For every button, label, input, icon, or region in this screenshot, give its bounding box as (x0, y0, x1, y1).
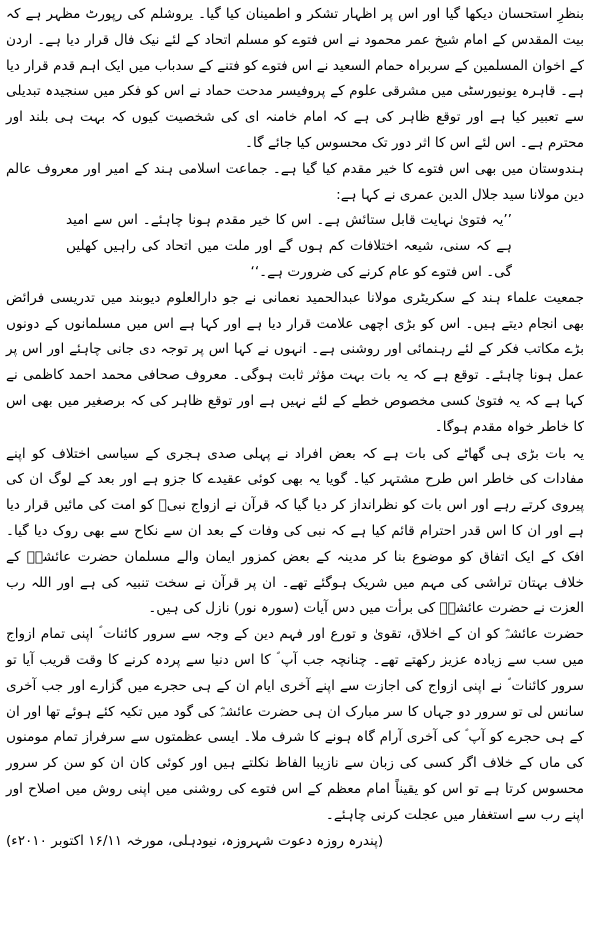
paragraph-reactions-abroad: بنظرِ استحسان دیکھا گیا اور اس پر اظہار تشکر و اطمینان کیا گیا۔ یروشلم کی رپورٹ مظہر ہے کہ بیت المقدس کے امام شیخ عمر محمود نے اس فتوے کو مسلم اتحاد کے لئے نیک فال قرار دیا ہے۔ اردن کے اخوان المسلمین کے سربراہ حمام السعید نے اس فتوے کو فتنے کے سدباب میں ایک اہم قدم قرار دیا ہے۔ قاہرہ یونیورسٹی میں مشرقی علوم کے پروفیسر مدحت حماد نے اس کو فکر میں سنجیدہ تبدیلی سے تعبیر کیا ہے اور توقع ظاہر کی ہے کہ امام خامنہ ای کی شخصیت کیوں کہ بہت ہی بلند اور محترم ہے۔ اس لئے اس کا اثر دور تک محسوس کیا جائے گا۔ (6, 6, 584, 151)
paragraph-jamiat-ulama: جمعیت علماء ہند کے سکریٹری مولانا عبدالحمید نعمانی نے جو دارالعلوم دیوبند میں تدریسی فرائض بھی انجام دیتے ہیں۔ اس کو بڑی اچھی علامت قرار دیا ہے اور کہا ہے اس میں مسلمانوں کے دونوں بڑے مکاتب فکر کے لئے رہنمائی اور روشنی ہے۔ انہوں نے کہا اس پر توجہ دی جانی چاہئے اور اس پر عمل ہونا چاہئے۔ توقع ہے کہ یہ بات بہت مؤثر ثابت ہوگی۔ معروف صحافی محمد احمد کاظمی نے کہا ہے کہ یہ فتویٰ کسی مخصوص خطے کے لئے نہیں ہے اور توقع ظاہر کی کہ برصغیر میں بھی اس کا خاطر خواہ مقدم ہوگا۔ (6, 289, 584, 435)
source-citation: (پندرہ روزہ دعوت شہروزہ، نیودہلی، مورخہ ۱۶/۱۱ اکتوبر ۲۰۱۰ء) (6, 832, 384, 849)
paragraph-historical-context: یہ بات بڑی ہی گھاٹے کی بات ہے کہ بعض افراد نے پہلی صدی ہجری کے سیاسی اختلاف کو اپنے مفادات کی خاطر اس طرح مشتہر کیا۔ گویا یہ بھی کوئی عقیدے کا جزو ہے اور بعد کے لوگ ان کی پیروی کرتے رہے اور اس بات کو نظرانداز کر دیا گیا کہ قرآن نے ازواج نبیؐ کو امت کی مائیں قرار دیا ہے اور ان کا اس قدر احترام قائم کیا ہے کہ نبی کی وفات کے بعد ان سے نکاح سے بھی روک دیا گیا۔ افک کے ایک اتفاق کو موضوع بنا کر مدینہ کے بعض کمزور ایمان والے مسلمان حضرت عائشہؓ کے خلاف بہتان تراشی کی مہم میں شریک ہوگئے تھے۔ ان پر قرآن نے سخت تنبیہ کی ہے اور اللہ رب العزت نے حضرت عائشہؓ کی برأت میں دس آیات (سورہ نور) نازل کی ہیں۔ (6, 445, 584, 617)
block-quote: ’’یہ فتویٰ نہایت قابل ستائش ہے۔ اس کا خیر مقدم ہونا چاہئے۔ اس سے امید ہے کہ سنی، شیعہ اختلافات کم ہوں گے اور ملت میں اتحاد کی راہیں کھلیں گی۔ اس فتوے کو عام کرنے کی ضرورت ہے۔‘‘ (66, 212, 512, 280)
paragraph-reactions-india: ہندوستان میں بھی اس فتوے کا خیر مقدم کیا گیا ہے۔ جماعت اسلامی ہند کے امیر اور معروف عالم دین مولانا سید جلال الدین عمری نے کہا ہے: (6, 160, 584, 203)
paragraph-hazrat-aisha: حضرت عائشہؓ کو ان کے اخلاق، تقویٰ و تورع اور فہم دین کے وجہ سے سرور کائنات ؐ اپنی تمام ازواج میں سب سے زیادہ عزیز رکھتے تھے۔ چنانچہ جب آپ ؐ کا اس دنیا سے پردہ کرنے کا وقت قریب آیا تو سرور کائنات ؐ نے اپنی ازواج کی اجازت سے اپنے آخری ایام ان کے ہی حجرے میں گزارے اور جب آخری سانس لی تو سرور دو جہاں کا سر مبارک ان ہی حضرت عائشہؓ کی گود میں تکیہ کئے ہوئے تھا اور ان کے ہی حجرے کو آپ ؐ کی آخری آرام گاہ ہونے کا شرف ملا۔ ایسی عظمتوں سے سرفراز تمام مومنوں کی ماں کے خلاف اگر کسی کی زبان سے نازیبا الفاظ نکلتے ہیں اور کوئی کان ان کو سن کر سرور محسوس کرتا ہے تو اس کو یقیناً امام معظم کے اس فتوے کی روشنی میں اپنی روش میں اصلاح اور اپنے رب سے استغفار میں عجلت کرنی چاہئے۔ (6, 626, 584, 823)
